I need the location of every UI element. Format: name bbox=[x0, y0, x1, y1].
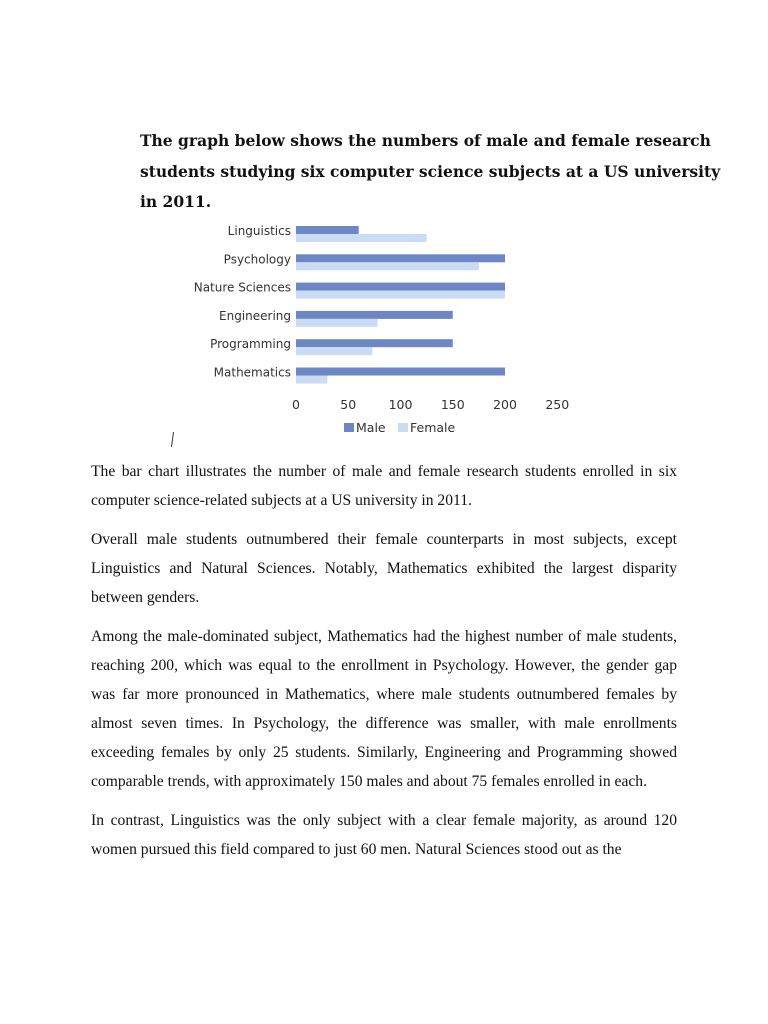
essay-paragraph-2: Overall male students outnumbered their female counterparts in most subjects, except Linguistics and Natural Sciences. Notably, Mathematics exhibited the largest disparity between genders. bbox=[91, 531, 677, 606]
bar-female-programming bbox=[296, 347, 372, 355]
bar-female-nature-sciences bbox=[296, 291, 505, 299]
essay-body bbox=[91, 457, 677, 874]
legend-label-male: Male bbox=[356, 420, 386, 435]
x-tick-label-0: 0 bbox=[292, 397, 300, 412]
bar-male-psychology bbox=[296, 254, 505, 262]
x-tick-label-250: 250 bbox=[545, 397, 570, 412]
prompt-line-2: students studying six computer science subjects at a US university bbox=[140, 161, 721, 181]
prompt-line-1: The graph below shows the numbers of male and female research bbox=[140, 131, 711, 150]
category-label-nature-sciences: Nature Sciences bbox=[193, 280, 291, 295]
essay-paragraph-4: In contrast, Linguistics was the only subject with a clear female majority, as around 120 women pursued this field compared to just 60 men. Natural Sciences stood out as the bbox=[91, 812, 677, 858]
bar-female-mathematics bbox=[296, 376, 327, 384]
bar-female-engineering bbox=[296, 319, 378, 327]
category-label-engineering: Engineering bbox=[219, 308, 291, 323]
bar-chart bbox=[180, 216, 600, 442]
bar-male-mathematics bbox=[296, 368, 505, 376]
task-prompt bbox=[140, 126, 721, 218]
legend-swatch-female bbox=[398, 423, 408, 432]
essay-paragraph-3: Among the male-dominated subject, Mathematics had the highest number of male students, reaching 200, which was equal to the enrollment in Psychology. However, the gender gap was far more pronounced in Mathematics, where male students outnumbered females by almost seven times. In Psychology, the difference was smaller, with male enrollments exceeding females by only 25 students. Similarly, Engineering and Programming showed comparable trends, with approximately 150 males and about 75 females enrolled in each. bbox=[91, 628, 677, 790]
bar-female-psychology bbox=[296, 262, 479, 270]
category-label-mathematics: Mathematics bbox=[213, 365, 291, 380]
x-tick-label-200: 200 bbox=[493, 397, 517, 412]
bar-female-linguistics bbox=[296, 234, 427, 242]
prompt-line-3: in 2011. bbox=[140, 192, 212, 211]
x-tick-label-50: 50 bbox=[340, 397, 357, 412]
category-label-programming: Programming bbox=[210, 337, 291, 352]
stray-pen-mark bbox=[171, 432, 174, 447]
bar-male-linguistics bbox=[296, 226, 359, 234]
category-label-linguistics: Linguistics bbox=[227, 224, 291, 238]
category-label-psychology: Psychology bbox=[223, 252, 291, 267]
bar-male-engineering bbox=[296, 311, 453, 319]
legend-label-female: Female bbox=[410, 420, 456, 435]
bar-male-nature-sciences bbox=[296, 283, 505, 291]
essay-paragraph-1: The bar chart illustrates the number of male and female research students enrolled in six computer science-related subjects at a US university in 2011. bbox=[91, 463, 677, 509]
bar-male-programming bbox=[296, 339, 453, 347]
x-tick-label-150: 150 bbox=[440, 397, 465, 412]
legend-swatch-male bbox=[344, 423, 354, 432]
x-tick-label-100: 100 bbox=[388, 397, 413, 412]
